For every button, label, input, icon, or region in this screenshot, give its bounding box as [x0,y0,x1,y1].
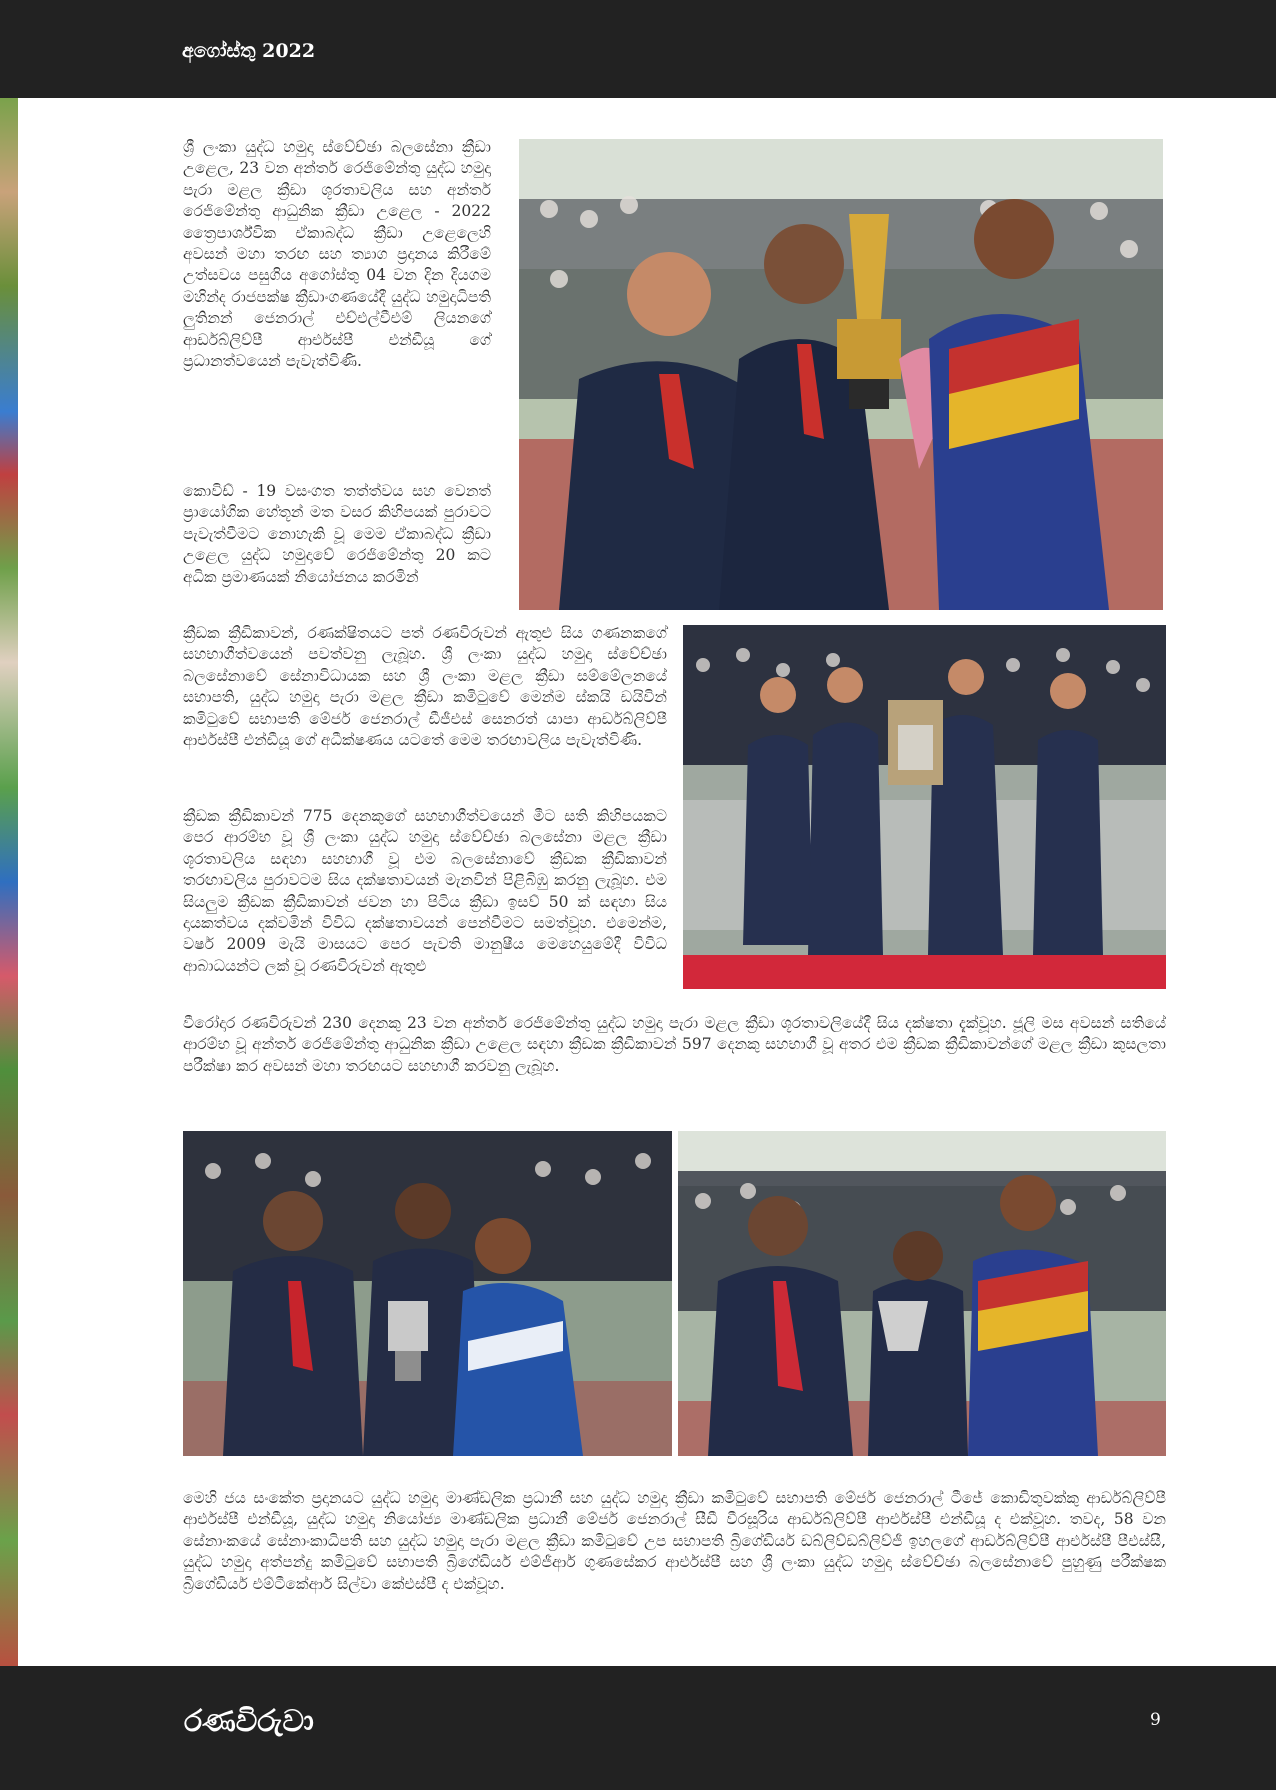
article-paragraph-5: වීරෝදාර රණවිරුවන් 230 දෙනකු 23 වන අන්තර් රෙජිමේන්තු යුද්ධ හමුදා පැරා මළල ක්‍රීඩා ශූරතාවලියේදී සිය දක්ෂතා දැක්වූහ. ජූලි මස අවසන් සතියේ ආරම්භ වූ අන්තර් රෙජිමේන්තු ආධුනික ක්‍රීඩා උළෙල සඳහා ක්‍රීඩක ක්‍රීඩිකාවන් 597 දෙනකු සහභාගී වූ අතර එම ක්‍රීඩක ක්‍රීඩිකාවන්ගේ මළල ක්‍රීඩා කුසලතා පරීක්ෂා කර අවසන් මහා තරඟයට සහභාගී කරවනු ලැබූහ. [183,1014,1166,1075]
trophy-presentation-photo-1 [519,139,1163,610]
article-paragraph-6: මෙහි ජය සංකේත ප්‍රදානයට යුද්ධ හමුදා මාණ්ඩලික ප්‍රධානී සහ යුද්ධ හමුදා ක්‍රීඩා කමිටුවේ සභාපති මේජර් ජෙනරාල් ටීජේ කොඩිතුවක්කු ආර්ඩබ්ලිව්පී ආර්එස්පී එන්ඩීයූ, යුද්ධ හමුදා නියෝජ්‍ය මාණ්ඩලික ප්‍රධානී මේජර් ජෙනරාල් සීඩී වීරසූරිය ආර්ඩබ්ලිව්පී ආර්එස්පී එන්ඩීයූ ද එක්වූහ. තවද, 58 වන සේනාංකයේ සේනාංකාධිපති සහ යුද්ධ හමුදා පැරා මළල ක්‍රීඩා කමිටුවේ උප සභාපති බ්‍රිගේඩියර් ඩබ්ලිව්ඩබ්ලිව්ජී ඉහලගේ ආර්ඩබ්ලිව්පී ආර්එස්පී පීඑස්සී, යුද්ධ හමුදා අත්පන්දු කමිටුවේ සභාපති බ්‍රිගේඩියර් එම්ජීආර් ගුණසේකර ආර්එස්පී සහ ශ්‍රී ලංකා යුද්ධ හමුදා ස්වේච්ඡා බලසේනාවේ පුහුණු පරීක්ෂක බ්‍රිගේඩියර් එම්ටීකේආර් සිල්වා කේඑස්පී ද එක්වූහ. [183,1489,1166,1593]
issue-date: අගෝස්තු 2022 [182,40,316,62]
magazine-brand: රණවිරුවා [184,1704,314,1739]
article-paragraph-3: ක්‍රීඩක ක්‍රීඩිකාවන්, රණක්ෂිතයට පත් රණවිරුවන් ඇතුළු සිය ගණනකගේ සහභාගීත්වයෙන් පවත්වනු ලැබූහ. ශ්‍රී ලංකා යුද්ධ හමුදා ස්වේච්ඡා බලසේනාවේ සේනාවිධායක සහ ශ්‍රී ලංකා මළල ක්‍රීඩා සම්මේලනයේ සභාපති, යුද්ධ හමුදා පැරා මළල ක්‍රීඩා කමිටුවේ මෙන්ම ස්කයි ඩයිවින් කමිටුවේ සභාපති මේජර් ජෙනරාල් ඩීජීඑස් සෙනරත් යාපා ආර්ඩබ්ලිව්පී ආර්එස්පී එන්ඩීයූ ගේ අධීක්ෂණය යටතේ මෙම තරඟාවලිය පැවැත්විණි. [183,624,667,750]
article-paragraph-1: ශ්‍රී ලංකා යුද්ධ හමුදා ස්වේච්ඡා බලසේනා ක්‍රීඩා උළෙල, 23 වන අන්තර් රෙජිමේන්තු යුද්ධ හමුදා පැරා මළල ක්‍රීඩා ශූරතාවලිය සහ අන්තර් රෙජිමේන්තු ආධුනික ක්‍රීඩා උළෙල - 2022 ත්‍රෛපාර්ශ්වික ඒකාබද්ධ ක්‍රීඩා උළෙලෙහි අවසන් මහා තරඟ සහ ත්‍යාග ප්‍රදානය කිරීමේ උත්සවය පසුගිය අගෝස්තු 04 වන දින දියගම මහින්ද රාජපක්ෂ ක්‍රීඩාංගණයේදී යුද්ධ හමුදාධිපති ලුතිනන් ජෙනරාල් එච්එල්වීඑම් ලියනගේ ආර්ඩබ්ලිව්පී ආර්එස්පී එන්ඩීයූ ගේ ප්‍රධානත්වයෙන් පැවැත්විණි. [183,138,491,371]
trophy-presentation-photo-2 [683,625,1166,989]
trophy-presentation-photo-4 [678,1131,1166,1456]
trophy-presentation-photo-3 [183,1131,672,1456]
page-number: 9 [1150,1710,1161,1730]
article-paragraph-2: කොවිඩ් - 19 වසංගත තත්ත්වය සහ වෙනත් ප්‍රායෝගික හේතූන් මත වසර කිහිපයක් පුරාවට පැවැත්වීමට නොහැකි වූ මෙම ඒකාබද්ධ ක්‍රීඩා උළෙල යුද්ධ හමුදාවේ රෙජිමේන්තු 20 කට අධික ප්‍රමාණයක් නියෝජනය කරමින් [183,482,491,586]
article-paragraph-4: ක්‍රීඩක ක්‍රීඩිකාවන් 775 දෙනකුගේ සහභාගීත්වයෙන් මීට සති කිහිපයකට පෙර ආරම්භ වූ ශ්‍රී ලංකා යුද්ධ හමුදා ස්වේච්ඡා බලසේනා මළල ක්‍රීඩා ශූරතාවලිය සඳහා සහභාගී වූ එම බලසේනාවේ ක්‍රීඩක ක්‍රීඩිකාවන් තරඟාවලිය පුරාවටම සිය දක්ෂතාවයන් මැනවින් පිළිබිඹු කරනු ලැබූහ. එම සියලුම ක්‍රීඩක ක්‍රීඩිකාවන් ජවන හා පිටිය ක්‍රීඩා ඉසව් 50 ක් සඳහා සිය දායකත්වය දක්වමින් විවිධ දක්ෂතාවයන් පෙන්වීමට සමත්වූහ. එමෙන්ම, වර්ෂ 2009 මැයි මාසයට පෙර පැවති මානුෂීය මෙහෙයුමේදී විවිධ ආබාධයන්ට ලක් වූ රණවිරුවන් ඇතුළු [183,807,667,975]
left-edge-photo-strip [0,98,18,1666]
